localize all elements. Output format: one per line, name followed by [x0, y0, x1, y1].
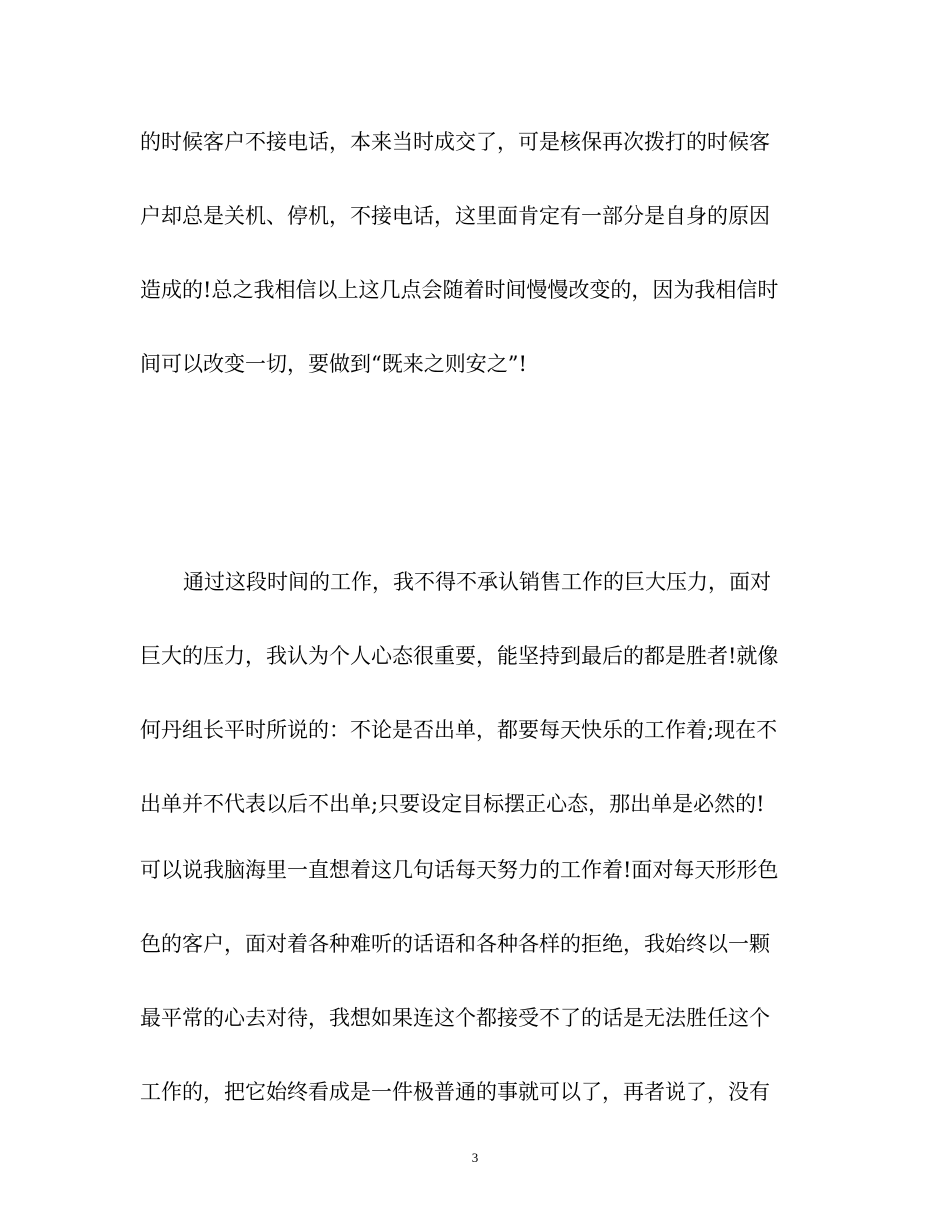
text-line: 户却总是关机、停机，不接电话，这里面肯定有一部分是自身的原因	[140, 204, 770, 228]
text-line: 巨大的压力，我认为个人心态很重要，能坚持到最后的都是胜者!就像	[140, 644, 779, 668]
text-line: 色的客户，面对着各种难听的话语和各种各样的拒绝，我始终以一颗	[140, 932, 770, 956]
text-line: 的时候客户不接电话，本来当时成交了，可是核保再次拨打的时候客	[140, 130, 770, 154]
text-line: 最平常的心去对待，我想如果连这个都接受不了的话是无法胜任这个	[140, 1006, 770, 1030]
text-line: 通过这段时间的工作，我不得不承认销售工作的巨大压力，面对	[183, 570, 771, 594]
text-line: 间可以改变一切，要做到“既来之则安之”!	[140, 352, 527, 376]
text-line: 何丹组长平时所说的：不论是否出单，都要每天快乐的工作着;现在不	[140, 718, 778, 742]
text-line: 可以说我脑海里一直想着这几句话每天努力的工作着!面对每天形形色	[140, 858, 779, 882]
text-line: 造成的!总之我相信以上这几点会随着时间慢慢改变的，因为我相信时	[140, 278, 779, 302]
text-line: 工作的，把它始终看成是一件极普通的事就可以了，再者说了，没有	[140, 1080, 770, 1104]
page-number: 3	[471, 1150, 479, 1165]
text-line: 出单并不代表以后不出单;只要设定目标摆正心态，那出单是必然的!	[140, 792, 765, 816]
